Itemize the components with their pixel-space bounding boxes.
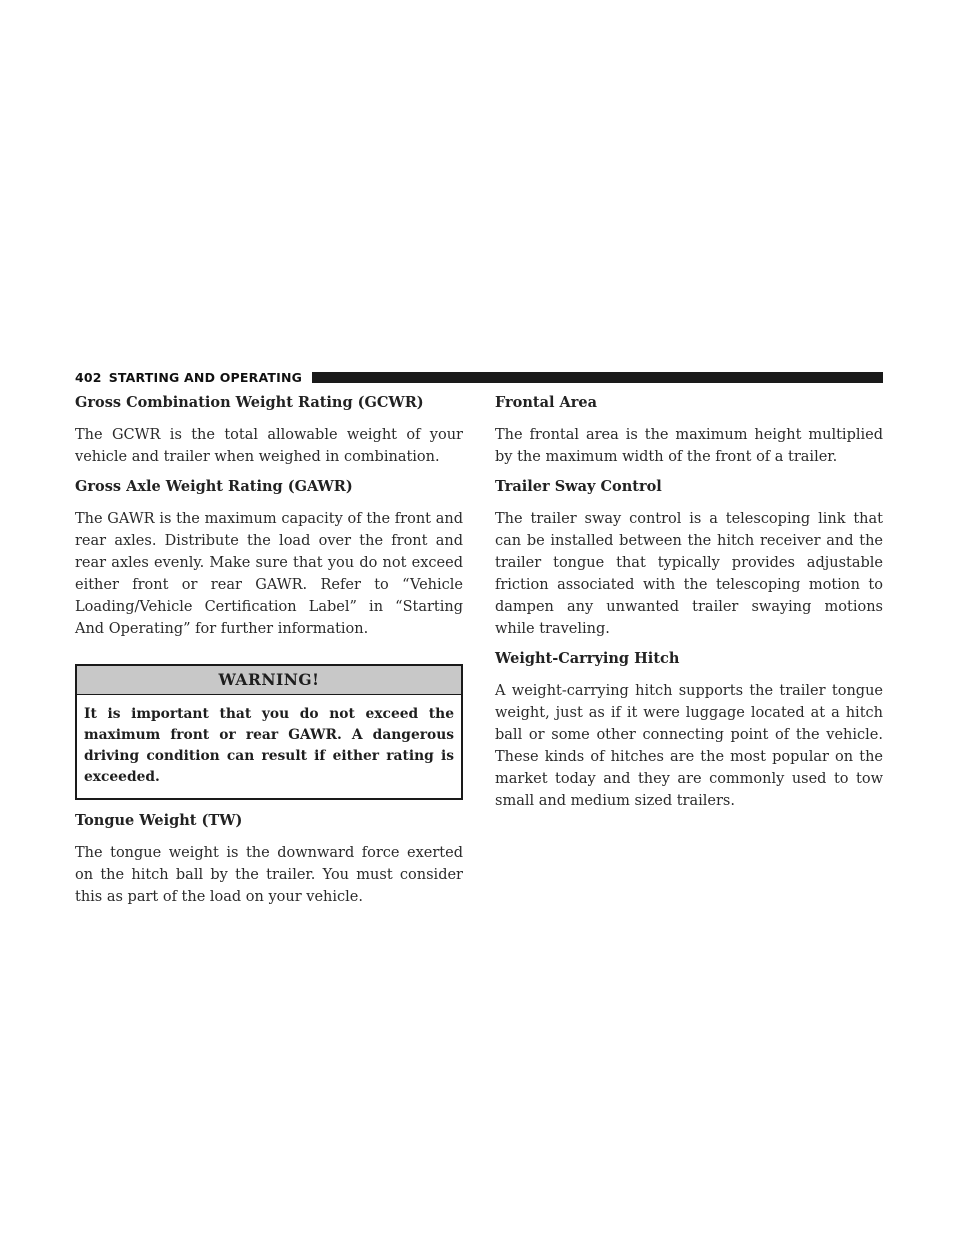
- weight-carrying-hitch-paragraph: A weight-carrying hitch supports the trailer tongue weight, just as if it were luggage located at a hitch ball or some other connecting point of the vehicle. These kinds of hitches are the most popular on the market today and they are commonly used to tow small and medium sized trailers.: [495, 683, 883, 809]
- left-column: [75, 392, 463, 916]
- trailer-sway-heading: Trailer Sway Control: [495, 478, 662, 495]
- page-number: 402: [75, 369, 102, 385]
- warning-title: WARNING!: [77, 666, 461, 695]
- gawr-paragraph: The GAWR is the maximum capacity of the front and rear axles. Distribute the load over the front and rear axles evenly. Make sure that you do not exceed either front or rear GAWR. Refer to “Vehicle Loading/Vehicle Certification Label” in “Starting And Operating” for further information.: [75, 511, 463, 637]
- gawr-heading: Gross Axle Weight Rating (GAWR): [75, 478, 353, 495]
- frontal-area-paragraph: The frontal area is the maximum height multiplied by the maximum width of the front of a trailer.: [495, 427, 883, 465]
- tongue-weight-heading: Tongue Weight (TW): [75, 812, 243, 829]
- gcwr-heading: Gross Combination Weight Rating (GCWR): [75, 394, 424, 411]
- weight-carrying-hitch-heading: Weight-Carrying Hitch: [495, 650, 680, 667]
- frontal-area-heading: Frontal Area: [495, 394, 598, 411]
- tongue-weight-paragraph: The tongue weight is the downward force exerted on the hitch ball by the trailer. You must consider this as part of the load on your vehicle.: [75, 845, 463, 905]
- warning-text: It is important that you do not exceed the maximum front or rear GAWR. A dangerous driving condition can result if either rating is exceeded.: [84, 706, 454, 785]
- running-header: [75, 368, 883, 386]
- header-rule: [312, 372, 883, 383]
- gcwr-paragraph: The GCWR is the total allowable weight of your vehicle and trailer when weighed in combination.: [75, 427, 463, 465]
- warning-box: [75, 664, 463, 800]
- section-title: STARTING AND OPERATING: [108, 369, 303, 385]
- trailer-sway-paragraph: The trailer sway control is a telescoping link that can be installed between the hitch receiver and the trailer tongue that typically provides adjustable friction associated with the telescoping motion to dampen any unwanted trailer swaying motions while traveling.: [495, 511, 883, 637]
- right-column: [495, 392, 883, 820]
